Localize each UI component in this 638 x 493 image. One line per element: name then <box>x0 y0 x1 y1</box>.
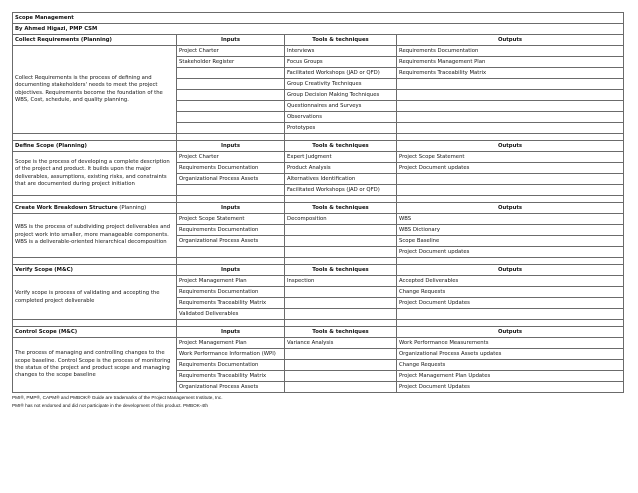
input-cell: Organizational Process Assets <box>177 382 285 393</box>
output-cell: Project Document Updates <box>397 298 624 309</box>
section-name <box>13 35 177 46</box>
spacer-cell <box>397 320 624 327</box>
output-cell: Project Scope Statement <box>397 152 624 163</box>
input-cell: Organizational Process Assets <box>177 236 285 247</box>
input-cell <box>177 247 285 258</box>
page-title: Scope Management <box>13 13 624 24</box>
spacer-cell <box>177 320 285 327</box>
column-header-outputs: Outputs <box>397 141 624 152</box>
column-header-tools: Tools & techniques <box>285 141 397 152</box>
input-cell: Requirements Documentation <box>177 287 285 298</box>
input-cell <box>177 123 285 134</box>
section-name <box>13 141 177 152</box>
table-row <box>13 214 624 225</box>
tool-cell <box>285 236 397 247</box>
column-header-tools: Tools & techniques <box>285 203 397 214</box>
column-header-outputs: Outputs <box>397 327 624 338</box>
column-header-tools: Tools & techniques <box>285 35 397 46</box>
column-header-inputs: Inputs <box>177 265 285 276</box>
input-cell: Project Management Plan <box>177 338 285 349</box>
output-cell <box>397 101 624 112</box>
output-cell: Project Document updates <box>397 163 624 174</box>
output-cell: Change Requests <box>397 287 624 298</box>
tool-cell <box>285 309 397 320</box>
input-cell <box>177 90 285 101</box>
section-description: Collect Requirements is the process of defining and documenting stakeholders' needs to meet the project objectives. Requirements become the foundation of the WBS, Cost, schedule, and quality planning. <box>13 46 177 134</box>
tool-cell <box>285 287 397 298</box>
table-body <box>13 13 624 393</box>
section-description: Scope is the process of developing a complete description of the project and product. It builds upon the major deliverables, assumptions, existing risks, and constraints that are documented during project initiation <box>13 152 177 196</box>
input-cell: Requirements Documentation <box>177 360 285 371</box>
spacer-cell <box>13 320 177 327</box>
section-header-row <box>13 35 624 46</box>
input-cell: Project Charter <box>177 152 285 163</box>
footer-disclaimer-line: PMI® has not endorsed and did not participate in the development of this product. PMBOK-4th <box>12 403 209 408</box>
tool-cell <box>285 349 397 360</box>
spacer-cell <box>177 196 285 203</box>
column-header-inputs: Inputs <box>177 327 285 338</box>
tool-cell: Inspection <box>285 276 397 287</box>
section-name <box>13 203 177 214</box>
tool-cell: Interviews <box>285 46 397 57</box>
section-name-text: Collect Requirements (Planning) <box>15 37 112 43</box>
column-header-outputs: Outputs <box>397 265 624 276</box>
tool-cell <box>285 382 397 393</box>
tool-cell: Facilitated Workshops (JAD or QFD) <box>285 68 397 79</box>
section-header-row <box>13 327 624 338</box>
section-description: The process of managing and controlling changes to the scope baseline. Control Scope is the process of monitoring the status of the project and product scope and managing changes to the scope baseline <box>13 338 177 393</box>
column-header-inputs: Inputs <box>177 141 285 152</box>
input-cell: Requirements Documentation <box>177 163 285 174</box>
column-header-outputs: Outputs <box>397 35 624 46</box>
tool-cell: Facilitated Workshops (JAD or QFD) <box>285 185 397 196</box>
tool-cell: Group Creativity Techniques <box>285 79 397 90</box>
column-header-inputs: Inputs <box>177 35 285 46</box>
section-name <box>13 265 177 276</box>
tool-cell <box>285 298 397 309</box>
section-header-row <box>13 141 624 152</box>
footer-trademark-line: PMI®, PMP®, CAPM® and PMBOK® Guide are trademarks of the Project Management Institute, Inc. <box>12 395 223 400</box>
tool-cell <box>285 247 397 258</box>
input-cell <box>177 185 285 196</box>
section-header-row <box>13 265 624 276</box>
output-cell <box>397 174 624 185</box>
tool-cell <box>285 225 397 236</box>
table-row <box>13 152 624 163</box>
output-cell: Accepted Deliverables <box>397 276 624 287</box>
footer <box>12 394 623 410</box>
title-row <box>13 13 624 24</box>
input-cell: Project Charter <box>177 46 285 57</box>
spacer-cell <box>13 196 177 203</box>
spacer-cell <box>13 258 177 265</box>
input-cell <box>177 79 285 90</box>
input-cell <box>177 112 285 123</box>
table-row <box>13 46 624 57</box>
output-cell <box>397 90 624 101</box>
tool-cell: Questionnaires and Surveys <box>285 101 397 112</box>
scope-management-sheet <box>12 12 623 410</box>
tool-cell: Alternatives Identification <box>285 174 397 185</box>
section-spacer-row <box>13 320 624 327</box>
output-cell: Work Performance Measurements <box>397 338 624 349</box>
input-cell: Work Performance Information (WPI) <box>177 349 285 360</box>
tool-cell <box>285 371 397 382</box>
section-description: WBS is the process of subdividing project deliverables and project work into smaller, more manageable components. WBS is a deliverable-oriented hierarchical decomposition <box>13 214 177 258</box>
output-cell <box>397 112 624 123</box>
table-row <box>13 338 624 349</box>
tool-cell: Group Decision Making Techniques <box>285 90 397 101</box>
tool-cell: Decomposition <box>285 214 397 225</box>
spacer-cell <box>13 134 177 141</box>
input-cell: Project Scope Statement <box>177 214 285 225</box>
input-cell: Project Management Plan <box>177 276 285 287</box>
section-name-suffix: (Planning) <box>117 205 147 211</box>
output-cell: WBS <box>397 214 624 225</box>
output-cell <box>397 185 624 196</box>
input-cell: Organizational Process Assets <box>177 174 285 185</box>
section-name-text: Create Work Breakdown Structure <box>15 205 118 211</box>
section-description: Verify scope is process of validating and accepting the completed project deliverable <box>13 276 177 320</box>
input-cell: Requirements Traceability Matrix <box>177 298 285 309</box>
output-cell <box>397 123 624 134</box>
column-header-tools: Tools & techniques <box>285 265 397 276</box>
table-row <box>13 276 624 287</box>
input-cell: Requirements Documentation <box>177 225 285 236</box>
spacer-cell <box>397 258 624 265</box>
author-row <box>13 24 624 35</box>
spacer-cell <box>285 134 397 141</box>
output-cell <box>397 79 624 90</box>
section-name-text: Control Scope (M&C) <box>15 329 78 335</box>
section-spacer-row <box>13 134 624 141</box>
column-header-inputs: Inputs <box>177 203 285 214</box>
output-cell: Change Requests <box>397 360 624 371</box>
section-header-row <box>13 203 624 214</box>
tool-cell: Observations <box>285 112 397 123</box>
section-name <box>13 327 177 338</box>
spacer-cell <box>397 134 624 141</box>
output-cell: Scope Baseline <box>397 236 624 247</box>
section-spacer-row <box>13 258 624 265</box>
output-cell: WBS Dictionary <box>397 225 624 236</box>
tool-cell <box>285 360 397 371</box>
spacer-cell <box>177 258 285 265</box>
output-cell: Requirements Documentation <box>397 46 624 57</box>
output-cell: Requirements Traceability Matrix <box>397 68 624 79</box>
section-spacer-row <box>13 196 624 203</box>
input-cell: Validated Deliverables <box>177 309 285 320</box>
tool-cell: Variance Analysis <box>285 338 397 349</box>
scope-management-table <box>12 12 624 393</box>
spacer-cell <box>397 196 624 203</box>
input-cell <box>177 68 285 79</box>
output-cell: Project Document updates <box>397 247 624 258</box>
output-cell: Project Management Plan Updates <box>397 371 624 382</box>
output-cell: Project Document Updates <box>397 382 624 393</box>
output-cell <box>397 309 624 320</box>
column-header-outputs: Outputs <box>397 203 624 214</box>
column-header-tools: Tools & techniques <box>285 327 397 338</box>
output-cell: Requirements Management Plan <box>397 57 624 68</box>
spacer-cell <box>177 134 285 141</box>
input-cell <box>177 101 285 112</box>
spacer-cell <box>285 196 397 203</box>
spacer-cell <box>285 258 397 265</box>
input-cell: Stakeholder Register <box>177 57 285 68</box>
output-cell: Organizational Process Assets updates <box>397 349 624 360</box>
section-name-text: Define Scope (Planning) <box>15 143 87 149</box>
tool-cell: Product Analysis <box>285 163 397 174</box>
tool-cell: Prototypes <box>285 123 397 134</box>
author-line: By Ahmed Higazi, PMP CSM <box>13 24 624 35</box>
section-name-text: Verify Scope (M&C) <box>15 267 73 273</box>
input-cell: Requirements Traceability Matrix <box>177 371 285 382</box>
tool-cell: Expert Judgment <box>285 152 397 163</box>
tool-cell: Focus Groups <box>285 57 397 68</box>
spacer-cell <box>285 320 397 327</box>
